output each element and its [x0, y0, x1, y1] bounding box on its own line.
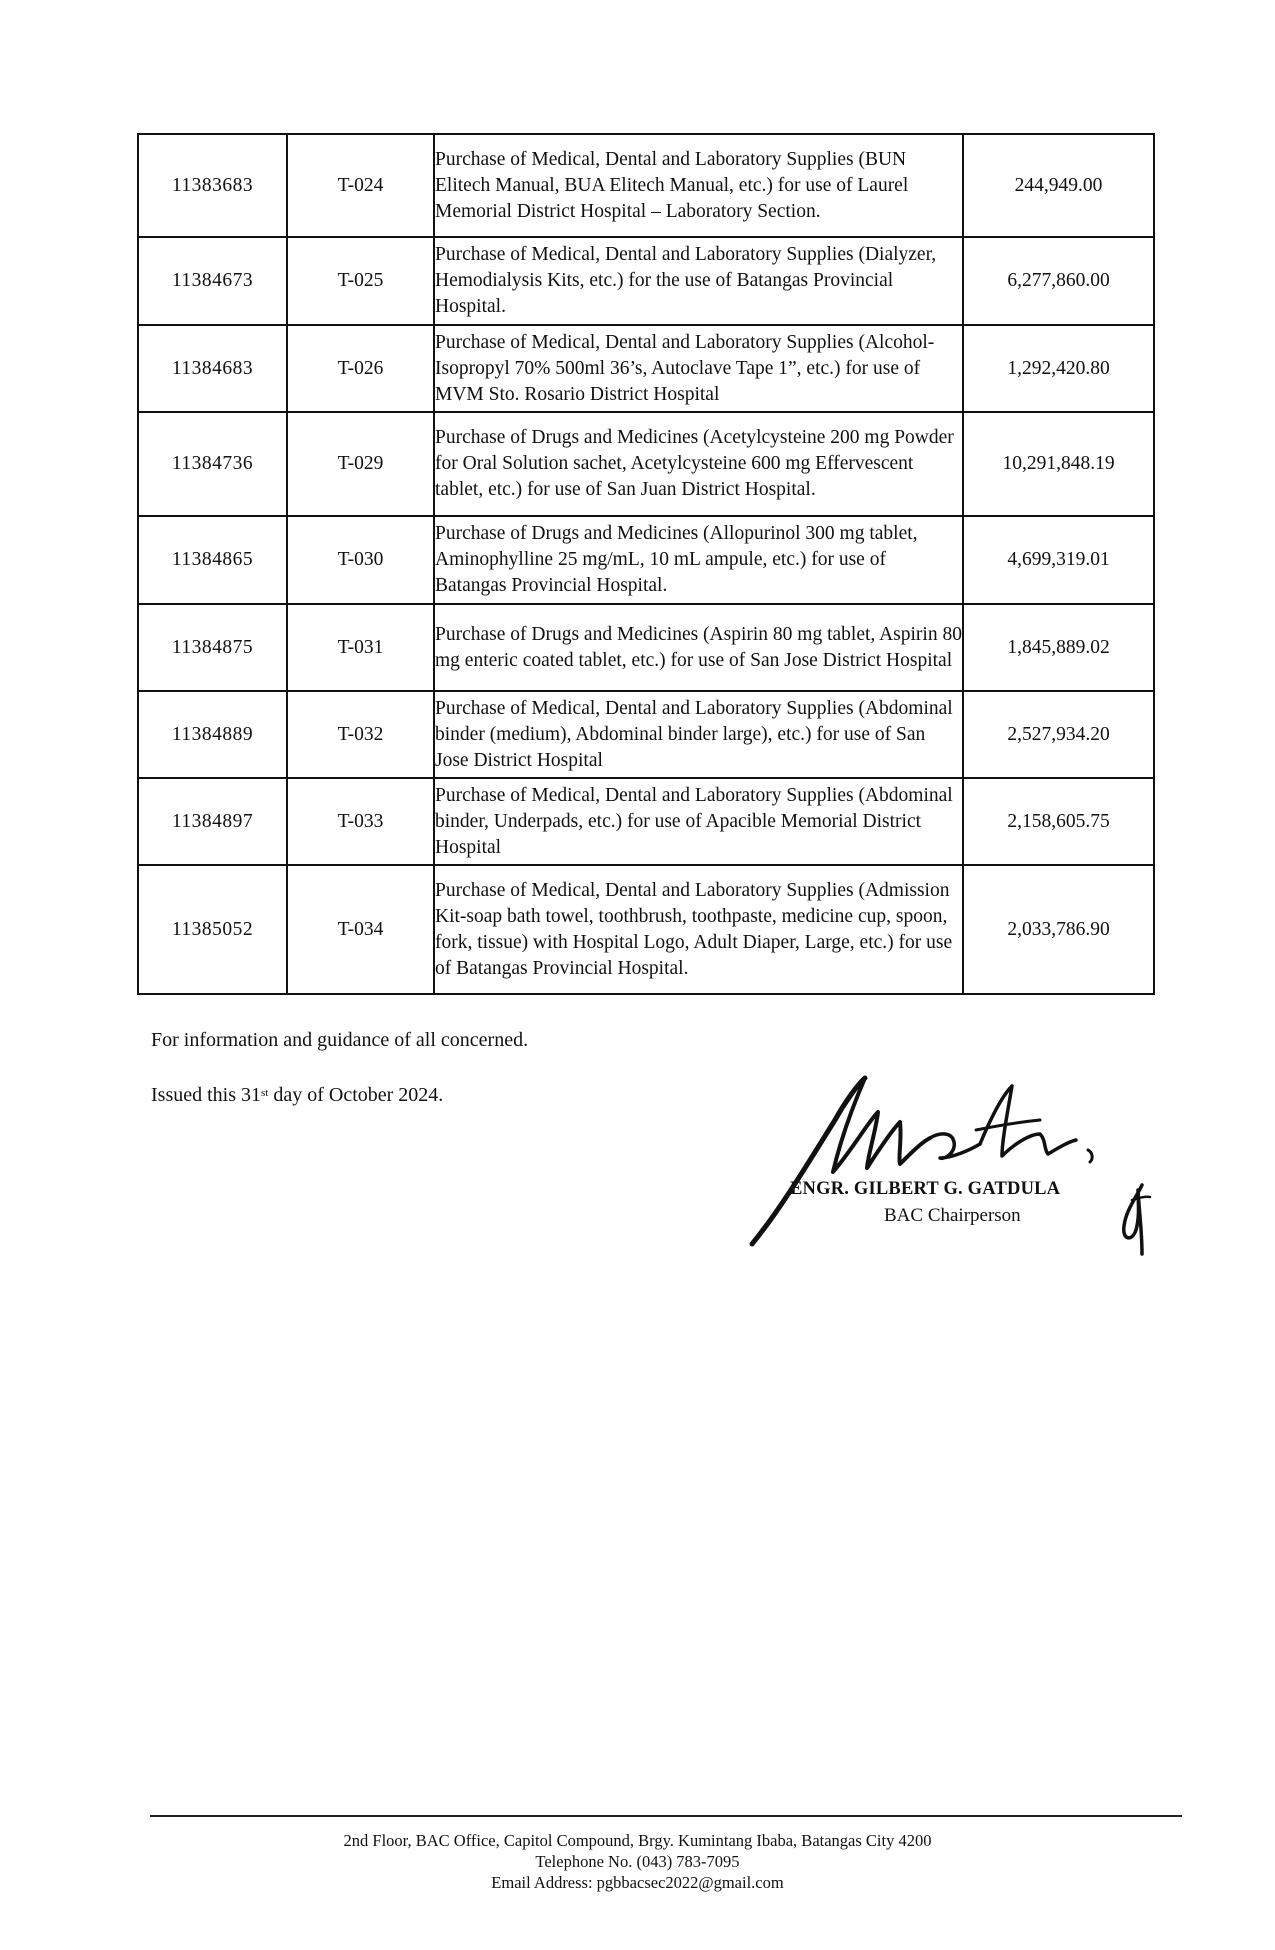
description-cell: Purchase of Medical, Dental and Laboratory Supplies (Abdominal binder, Underpads, etc.) for use of Apacible Memorial District Hospital [434, 778, 963, 865]
amount-cell: 1,845,889.02 [963, 604, 1154, 691]
description-cell: Purchase of Drugs and Medicines (Allopurinol 300 mg tablet, Aminophylline 25 mg/mL, 10 mL ampule, etc.) for use of Batangas Provincial Hospital. [434, 516, 963, 604]
reference-number-cell: 11384683 [138, 325, 287, 412]
amount-cell: 2,527,934.20 [963, 691, 1154, 778]
amount-cell: 4,699,319.01 [963, 516, 1154, 604]
description-cell: Purchase of Drugs and Medicines (Aspirin 80 mg tablet, Aspirin 80 mg enteric coated tablet, etc.) for use of San Jose District Hospital [434, 604, 963, 691]
table-row [138, 325, 1154, 412]
table-row [138, 134, 1154, 237]
amount-cell: 1,292,420.80 [963, 325, 1154, 412]
reference-number-cell: 11383683 [138, 134, 287, 237]
tender-code-cell: T-029 [287, 412, 434, 516]
tender-code-cell: T-031 [287, 604, 434, 691]
reference-number-cell: 11384673 [138, 237, 287, 325]
table-row [138, 778, 1154, 865]
reference-number-cell: 11384897 [138, 778, 287, 865]
description-cell: Purchase of Medical, Dental and Laboratory Supplies (Alcohol-Isopropyl 70% 500ml 36’s, Autoclave Tape 1”, etc.) for use of MVM Sto. Rosario District Hospital [434, 325, 963, 412]
reference-number-cell: 11385052 [138, 865, 287, 994]
amount-cell: 2,158,605.75 [963, 778, 1154, 865]
amount-cell: 2,033,786.90 [963, 865, 1154, 994]
table-row [138, 516, 1154, 604]
description-cell: Purchase of Medical, Dental and Laboratory Supplies (Admission Kit-soap bath towel, toothbrush, toothpaste, medicine cup, spoon, fork, tissue) with Hospital Logo, Adult Diaper, Large, etc.) for use of Batangas Provincial Hospital. [434, 865, 963, 994]
tender-code-cell: T-024 [287, 134, 434, 237]
table-row [138, 412, 1154, 516]
table-row [138, 865, 1154, 994]
tender-code-cell: T-030 [287, 516, 434, 604]
description-cell: Purchase of Drugs and Medicines (Acetylcysteine 200 mg Powder for Oral Solution sachet, Acetylcysteine 600 mg Effervescent tablet, etc.) for use of San Juan District Hospital. [434, 412, 963, 516]
tender-code-cell: T-025 [287, 237, 434, 325]
signatory-title: BAC Chairperson [884, 1205, 1021, 1226]
table-row [138, 604, 1154, 691]
footer-address: 2nd Floor, BAC Office, Capitol Compound, Brgy. Kumintang Ibaba, Batangas City 4200 [343, 1831, 932, 1850]
footer-telephone: Telephone No. (043) 783-7095 [535, 1852, 740, 1871]
procurement-table [137, 133, 1155, 995]
issued-ordinal-suffix: st [261, 1087, 269, 1099]
amount-cell: 6,277,860.00 [963, 237, 1154, 325]
reference-number-cell: 11384736 [138, 412, 287, 516]
reference-number-cell: 11384865 [138, 516, 287, 604]
reference-number-cell: 11384889 [138, 691, 287, 778]
tender-code-cell: T-032 [287, 691, 434, 778]
amount-cell: 10,291,848.19 [963, 412, 1154, 516]
description-cell: Purchase of Medical, Dental and Laboratory Supplies (Dialyzer, Hemodialysis Kits, etc.) for the use of Batangas Provincial Hospital. [434, 237, 963, 325]
footer-divider [150, 1815, 1182, 1817]
issued-suffix: day of October 2024. [268, 1084, 444, 1106]
table-row [138, 237, 1154, 325]
handwritten-signature [740, 1060, 1160, 1260]
tender-code-cell: T-034 [287, 865, 434, 994]
procurement-table-body [138, 134, 1154, 994]
tender-code-cell: T-033 [287, 778, 434, 865]
table-row [138, 691, 1154, 778]
footer-email: Email Address: pgbbacsec2022@gmail.com [491, 1873, 784, 1892]
tender-code-cell: T-026 [287, 325, 434, 412]
reference-number-cell: 11384875 [138, 604, 287, 691]
description-cell: Purchase of Medical, Dental and Laboratory Supplies (BUN Elitech Manual, BUA Elitech Manual, etc.) for use of Laurel Memorial District Hospital – Laboratory Section. [434, 134, 963, 237]
information-line: For information and guidance of all concerned. [151, 1029, 529, 1051]
signatory-name: ENGR. GILBERT G. GATDULA [790, 1179, 1061, 1199]
footer [0, 1830, 1275, 1893]
description-cell: Purchase of Medical, Dental and Laboratory Supplies (Abdominal binder (medium), Abdominal binder large), etc.) for use of San Jose District Hospital [434, 691, 963, 778]
amount-cell: 244,949.00 [963, 134, 1154, 237]
issued-date-line [151, 1082, 443, 1108]
issued-prefix: Issued this 31 [151, 1084, 261, 1106]
